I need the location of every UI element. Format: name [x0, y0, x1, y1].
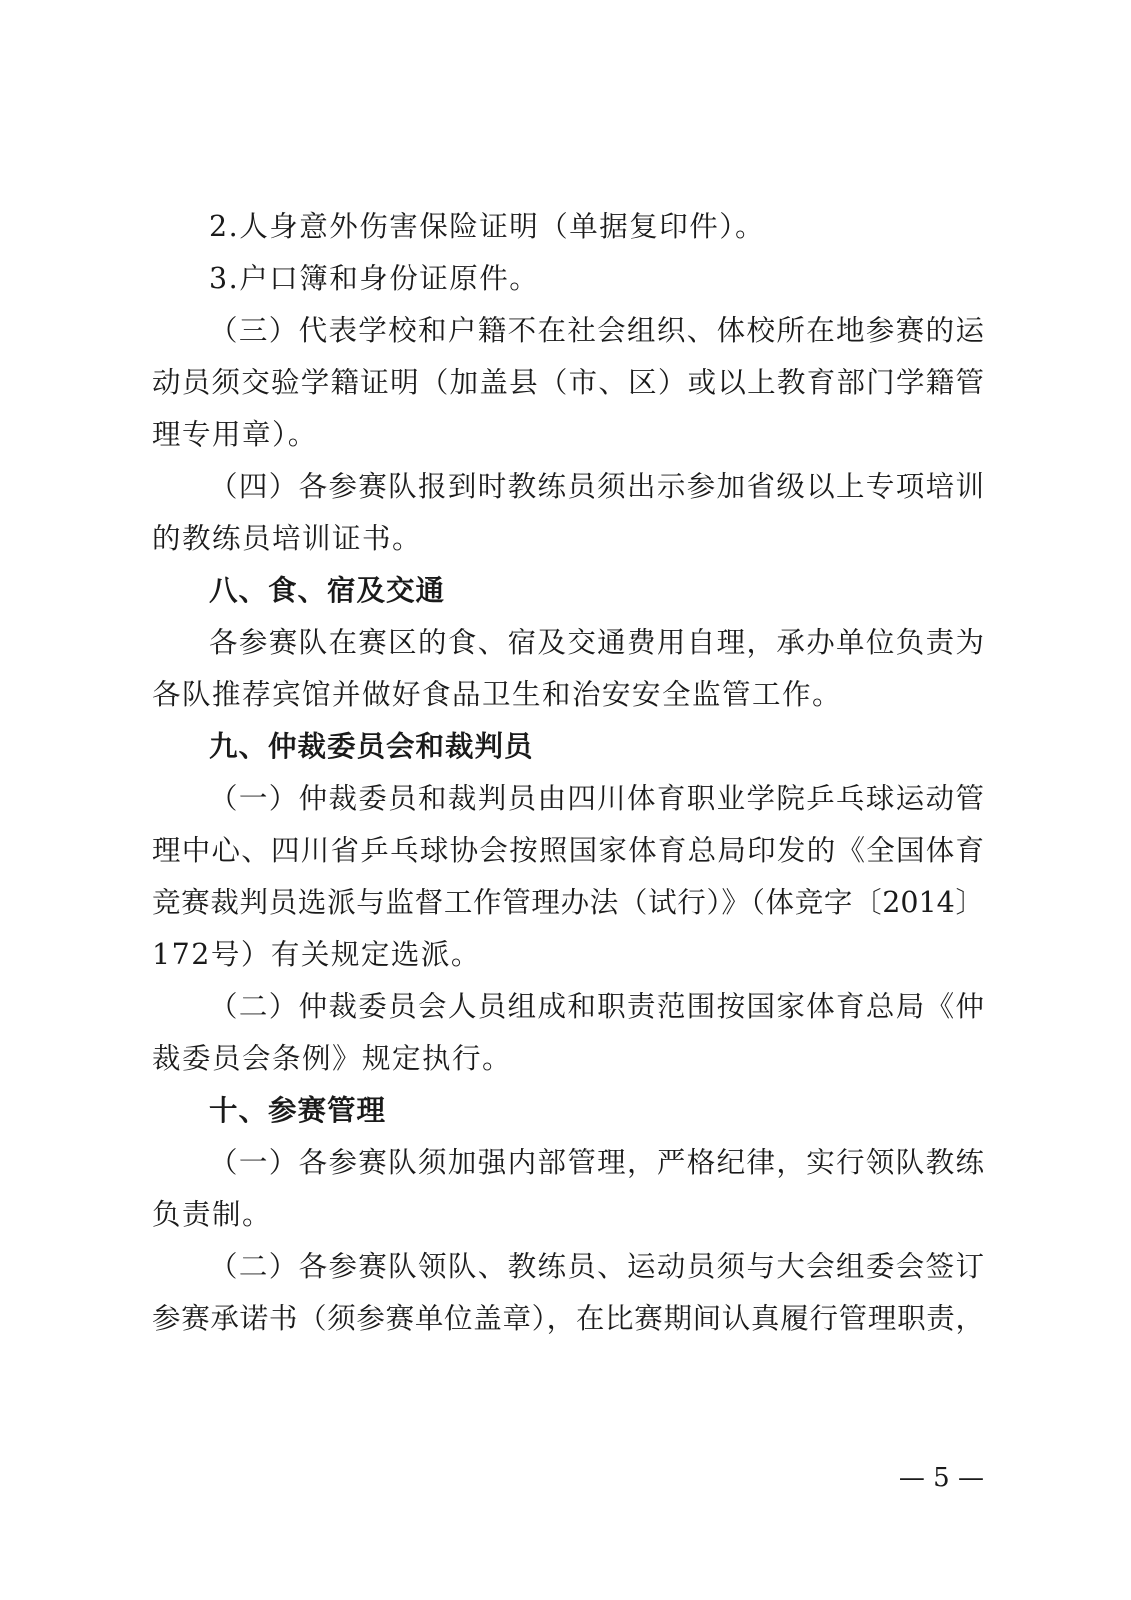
paragraph-management-1-line-2: 负责制。 [152, 1198, 273, 1231]
paragraph-management-1-line-1: （一）各参赛队须加强内部管理，严格纪律，实行领队教练 [209, 1146, 984, 1179]
paragraph-management-2-line-1: （二）各参赛队领队、教练员、运动员须与大会组委会签订 [209, 1250, 984, 1283]
paragraph-arbitration-1-line-4: 172号）有关规定选派。 [152, 938, 481, 971]
list-item-household-register: 3.户口簿和身份证原件。 [209, 262, 540, 295]
page-number: — 5 — [898, 1463, 984, 1493]
paragraph-arbitration-1-line-1: （一）仲裁委员和裁判员由四川体育职业学院乒乓球运动管 [209, 782, 984, 815]
paragraph-food-line-1: 各参赛队在赛区的食、宿及交通费用自理，承办单位负责为 [209, 626, 984, 659]
paragraph-arbitration-1-line-3: 竞赛裁判员选派与监督工作管理办法（试行）》（体竞字〔2014〕 [152, 886, 984, 919]
paragraph-arbitration-2-line-1: （二）仲裁委员会人员组成和职责范围按国家体育总局《仲 [209, 990, 984, 1023]
paragraph-arbitration-2-line-2: 裁委员会条例》规定执行。 [152, 1042, 513, 1075]
section-heading-arbitration: 九、仲裁委员会和裁判员 [209, 730, 534, 763]
section-heading-food-accommodation: 八、食、宿及交通 [209, 574, 446, 607]
paragraph-4-line-2: 的教练员培训证书。 [152, 522, 423, 555]
list-item-insurance: 2.人身意外伤害保险证明（单据复印件）。 [209, 210, 765, 243]
paragraph-4-line-1: （四）各参赛队报到时教练员须出示参加省级以上专项培训 [209, 470, 984, 503]
paragraph-arbitration-1-line-2: 理中心、四川省乒乓球协会按照国家体育总局印发的《全国体育 [152, 834, 984, 867]
paragraph-3-line-1: （三）代表学校和户籍不在社会组织、体校所在地参赛的运 [209, 314, 984, 347]
paragraph-management-2-line-2: 参赛承诺书（须参赛单位盖章），在比赛期间认真履行管理职责， [152, 1302, 984, 1335]
paragraph-3-line-3: 理专用章）。 [152, 418, 318, 451]
section-heading-participation-management: 十、参赛管理 [209, 1094, 387, 1127]
paragraph-3-line-2: 动员须交验学籍证明（加盖县（市、区）或以上教育部门学籍管 [152, 366, 984, 399]
paragraph-food-line-2: 各队推荐宾馆并做好食品卫生和治安安全监管工作。 [152, 678, 843, 711]
